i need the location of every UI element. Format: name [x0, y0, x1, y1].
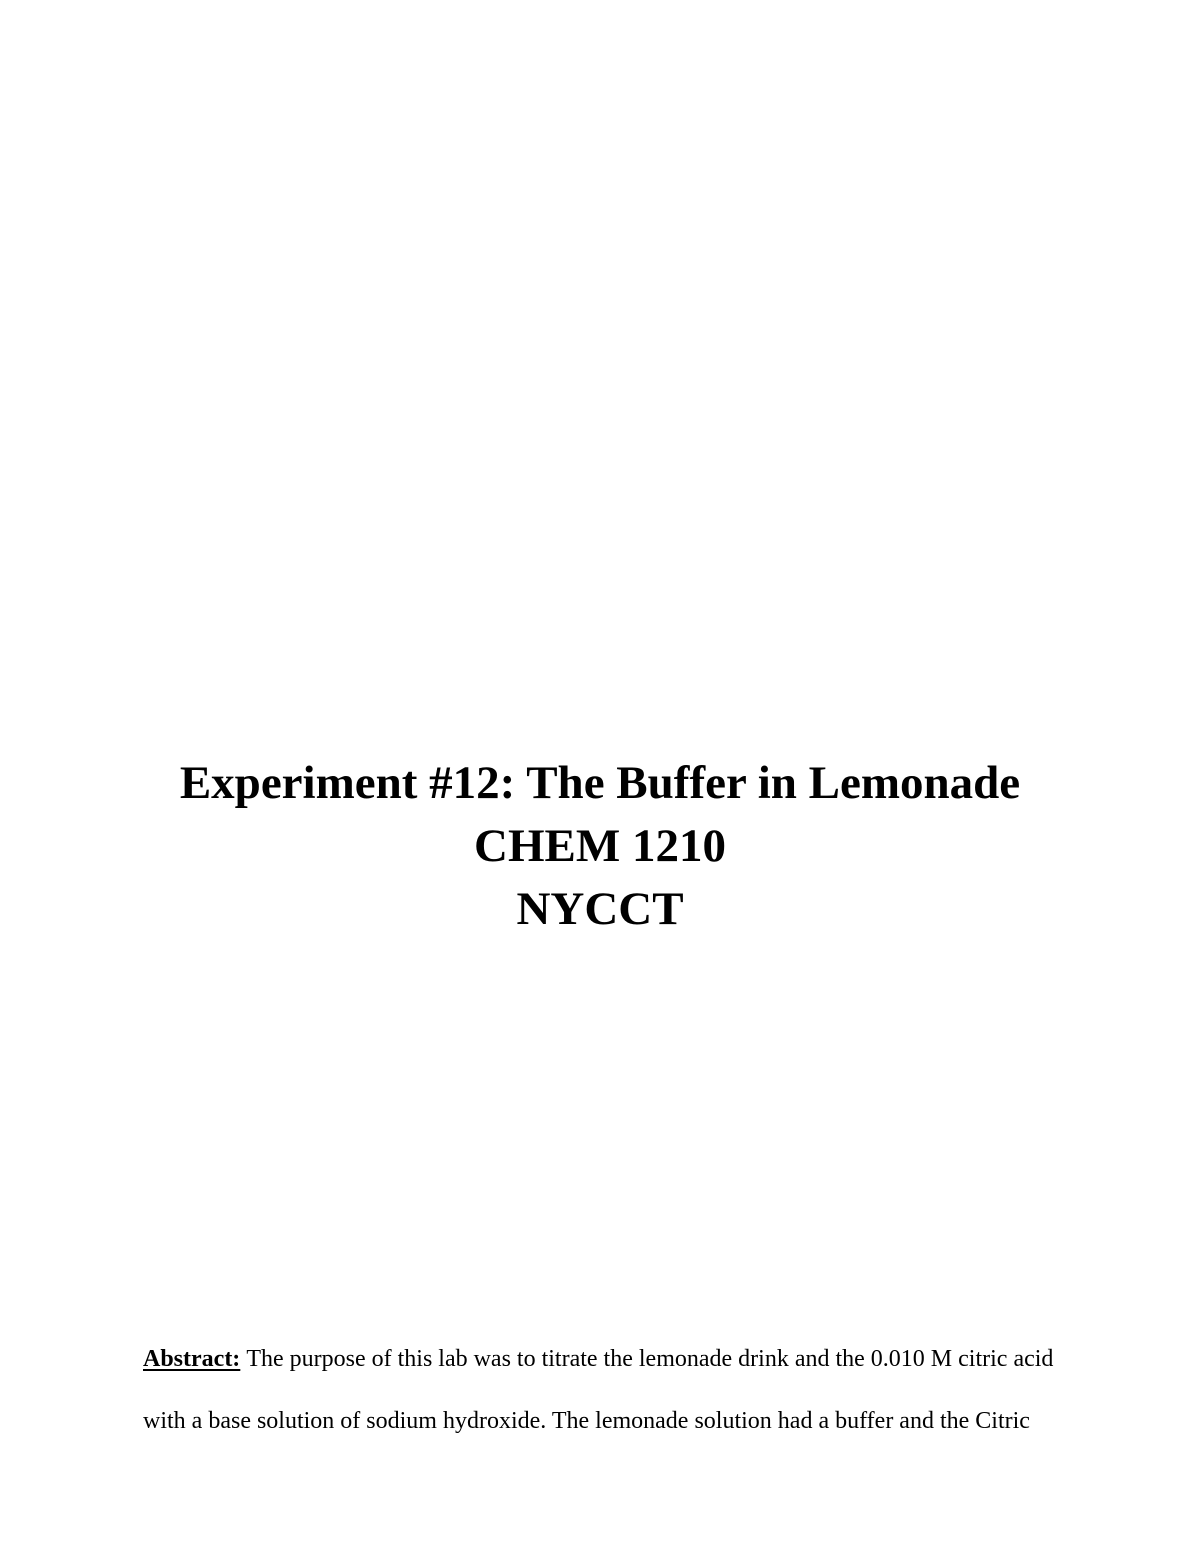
- abstract-line-2: with a base solution of sodium hydroxide. The lemonade solution had a buffer and the Citric: [143, 1408, 1030, 1434]
- course-code: CHEM 1210: [474, 820, 726, 872]
- abstract-label: Abstract:: [143, 1346, 241, 1372]
- abstract-line-1-text: The purpose of this lab was to titrate the lemonade drink and the 0.010 M citric acid: [246, 1346, 1054, 1372]
- title-block: [0, 752, 1200, 941]
- abstract-paragraph: [143, 1328, 1054, 1452]
- institution-name: NYCCT: [516, 883, 684, 935]
- abstract-line-1: [143, 1328, 1054, 1390]
- experiment-title: Experiment #12: The Buffer in Lemonade: [179, 757, 1021, 809]
